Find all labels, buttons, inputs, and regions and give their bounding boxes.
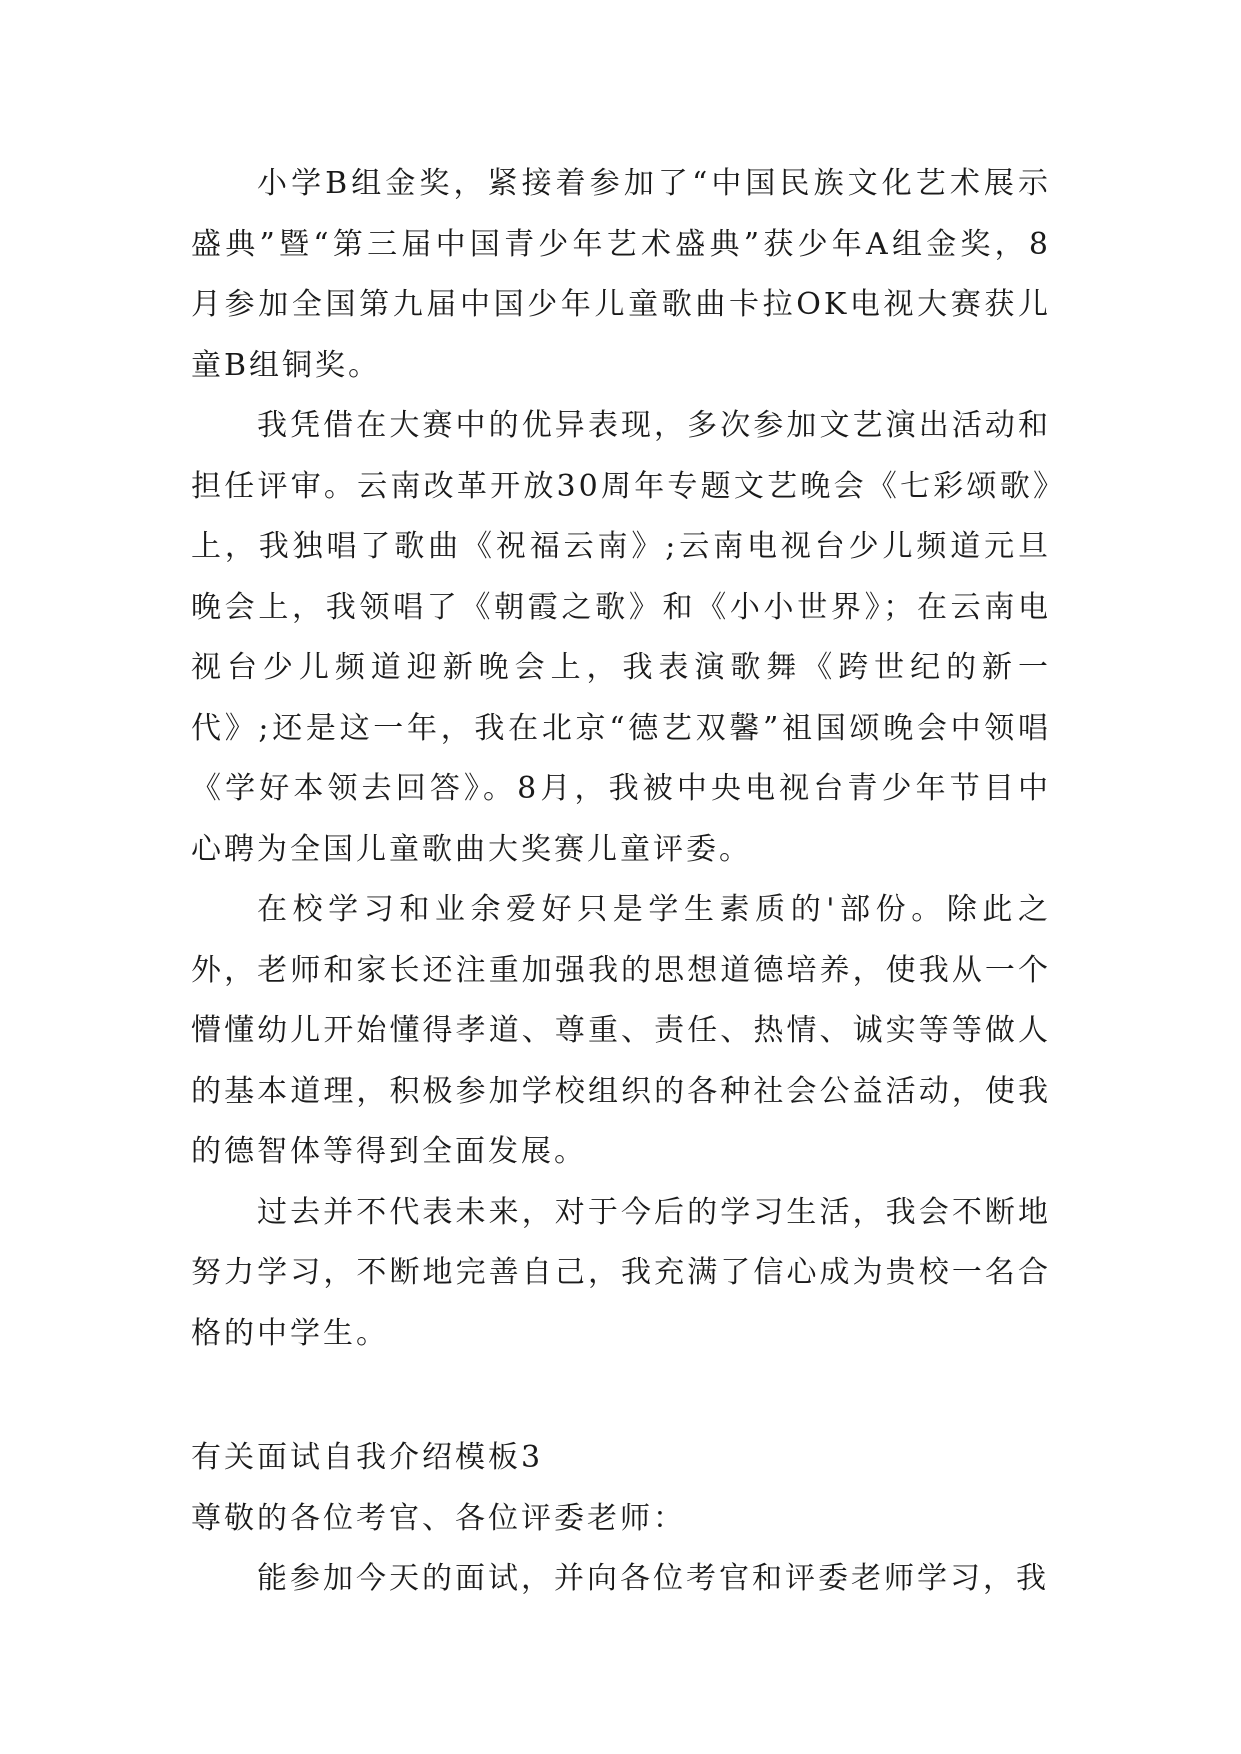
paragraph-performances: 我凭借在大赛中的优异表现，多次参加文艺演出活动和担任评审。云南改革开放30周年专题文艺晚会《七彩颂歌》上，我独唱了歌曲《祝福云南》;云南电视台少儿频道元旦晚会上，我领唱了《朝霞之歌》和《小小世界》；在云南电视台少儿频道迎新晚会上，我表演歌舞《跨世纪的新一代》;还是这一年，我在北京“德艺双馨”祖国颂晚会中领唱《学好本领去回答》。8月，我被中央电视台青少年节目中心聘为全国儿童歌曲大奖赛儿童评委。: [191, 408, 1051, 867]
paragraph-future: 过去并不代表未来，对于今后的学习生活，我会不断地努力学习，不断地完善自己，我充满了信心成为贵校一名合格的中学生。: [191, 1194, 1051, 1351]
paragraph-character: 在校学习和业余爱好只是学生素质的'部份。除此之外，老师和家长还注重加强我的思想道德培养，使我从一个懵懂幼儿开始懂得孝道、尊重、责任、热情、诚实等等做人的基本道理，积极参加学校组织的各种社会公益活动，使我的德智体等得到全面发展。: [191, 892, 1051, 1169]
salutation: 尊敬的各位考官、各位评委老师：: [191, 1500, 686, 1536]
section-spacer: [191, 1364, 1051, 1428]
document-body: [191, 154, 1051, 1610]
section-title: 有关面试自我介绍模板3: [191, 1440, 544, 1475]
paragraph-opening: 能参加今天的面试，并向各位考官和评委老师学习，我: [257, 1561, 1049, 1596]
paragraph-awards: 小学B组金奖，紧接着参加了“中国民族文化艺术展示盛典”暨“第三届中国青少年艺术盛典”获少年A组金奖，8月参加全国第九届中国少年儿童歌曲卡拉OK电视大赛获儿童B组铜奖。: [191, 166, 1051, 383]
